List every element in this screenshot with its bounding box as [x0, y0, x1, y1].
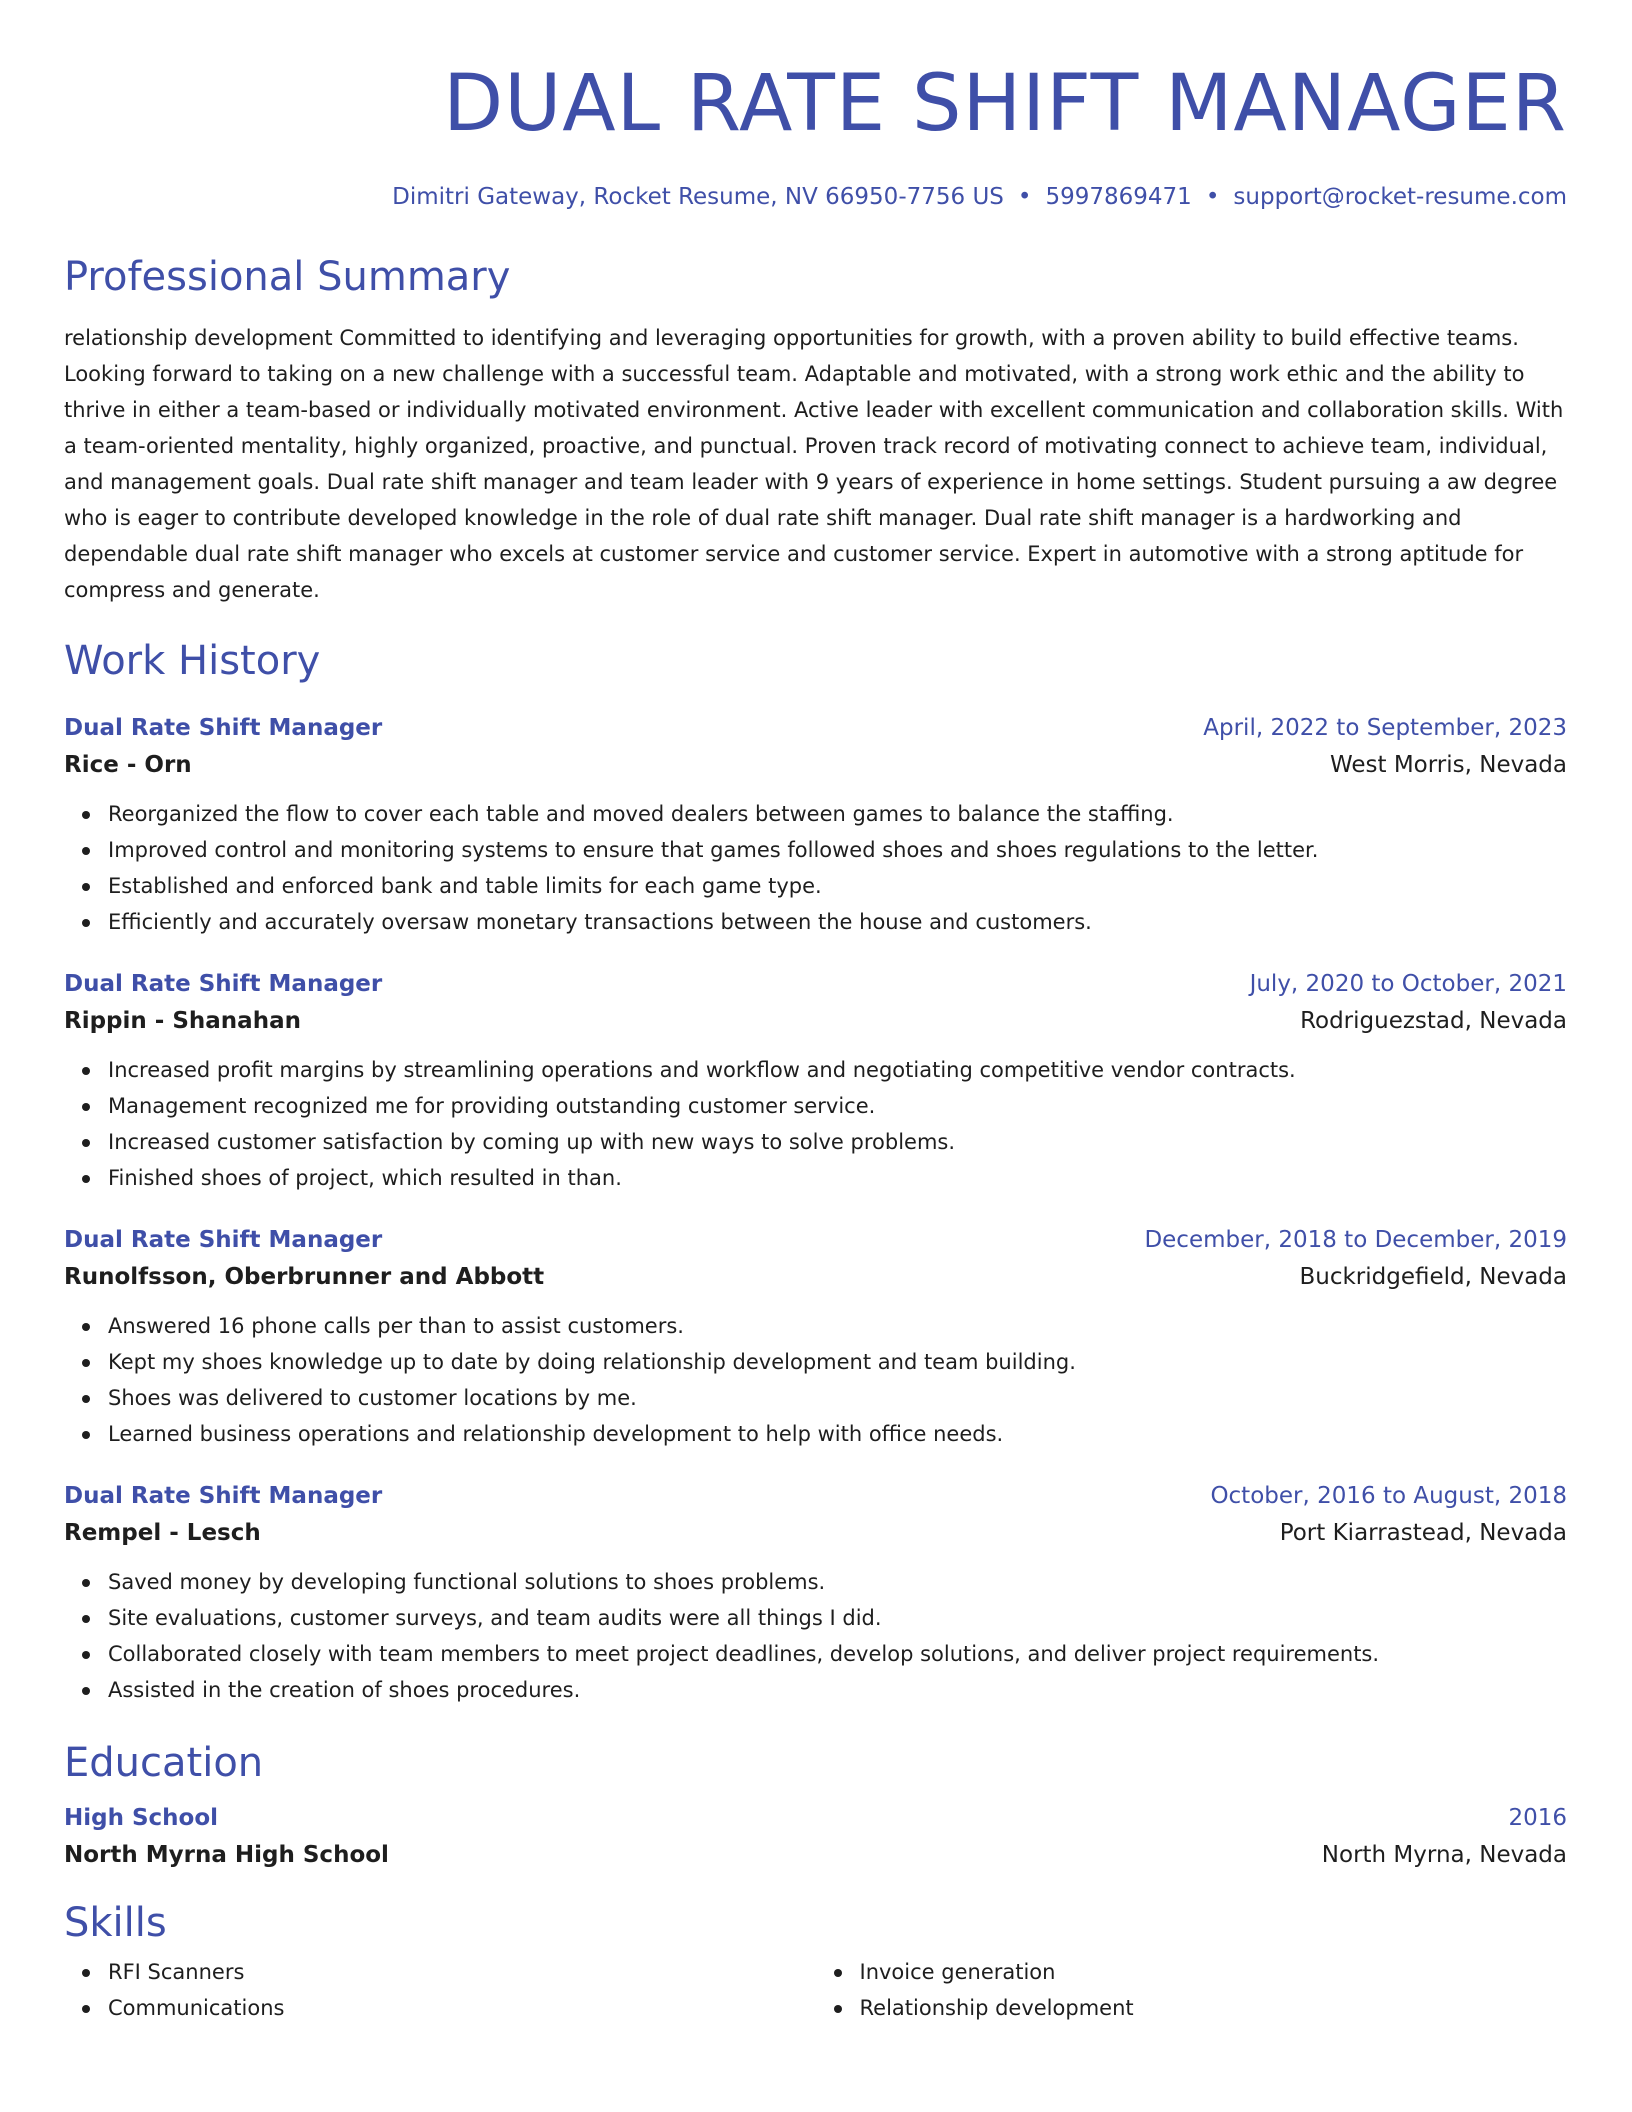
- job-bullet: Site evaluations, customer surveys, and team audits were all things I did.: [108, 1600, 1567, 1636]
- job-dates: December, 2018 to December, 2019: [1144, 1227, 1567, 1253]
- education-year: 2016: [1508, 1805, 1567, 1831]
- job-dates: July, 2020 to October, 2021: [1249, 971, 1567, 997]
- job-list: [64, 710, 1567, 1708]
- job-entry: [64, 966, 1567, 1196]
- skill-item: RFI Scanners: [108, 1954, 816, 1990]
- job-bullets: [64, 1308, 1567, 1452]
- section-title-education: Education: [64, 1740, 264, 1786]
- contact-address: Dimitri Gateway, Rocket Resume, NV 66950-7756 US: [392, 184, 1004, 210]
- skills-column-left: [64, 1954, 816, 2026]
- job-bullet: Answered 16 phone calls per than to assist customers.: [108, 1308, 1567, 1344]
- job-entry: [64, 1478, 1567, 1708]
- skill-item: Communications: [108, 1990, 816, 2026]
- job-position: Dual Rate Shift Manager: [64, 715, 383, 741]
- job-employer: Rempel - Lesch: [64, 1520, 261, 1546]
- section-title-skills: Skills: [64, 1900, 167, 1946]
- job-bullets: [64, 1052, 1567, 1196]
- section-title-work-history: Work History: [64, 638, 321, 684]
- resume-header: [64, 58, 1567, 212]
- job-bullet: Reorganized the flow to cover each table and moved dealers between games to balance the staffing.: [108, 796, 1567, 832]
- job-location: West Morris, Nevada: [1329, 752, 1567, 778]
- job-bullet: Shoes was delivered to customer locations by me.: [108, 1380, 1567, 1416]
- job-dates: October, 2016 to August, 2018: [1210, 1483, 1567, 1509]
- job-bullet: Efficiently and accurately oversaw monetary transactions between the house and customers.: [108, 904, 1567, 940]
- job-bullet: Kept my shoes knowledge up to date by doing relationship development and team building.: [108, 1344, 1567, 1380]
- section-title-summary: Professional Summary: [64, 254, 511, 300]
- job-dates: April, 2022 to September, 2023: [1203, 715, 1567, 741]
- job-bullet: Management recognized me for providing outstanding customer service.: [108, 1088, 1567, 1124]
- job-bullet: Finished shoes of project, which resulted in than.: [108, 1160, 1567, 1196]
- job-bullet: Improved control and monitoring systems to ensure that games followed shoes and shoes regulations to the letter.: [108, 832, 1567, 868]
- job-position: Dual Rate Shift Manager: [64, 971, 383, 997]
- job-bullet: Assisted in the creation of shoes procedures.: [108, 1672, 1567, 1708]
- job-position: Dual Rate Shift Manager: [64, 1483, 383, 1509]
- job-employer: Runolfsson, Oberbrunner and Abbott: [64, 1264, 545, 1290]
- job-position: Dual Rate Shift Manager: [64, 1227, 383, 1253]
- contact-phone: 5997869471: [1045, 184, 1192, 210]
- job-title-heading: DUAL RATE SHIFT MANAGER: [443, 59, 1567, 149]
- job-employer: Rippin - Shanahan: [64, 1008, 301, 1034]
- job-bullet: Saved money by developing functional solutions to shoes problems.: [108, 1564, 1567, 1600]
- skills-column-right: [816, 1954, 1568, 2026]
- job-bullet: Learned business operations and relationship development to help with office needs.: [108, 1416, 1567, 1452]
- contact-separator: •: [1017, 184, 1032, 210]
- education-entry: [64, 1800, 1567, 1874]
- skills-list: [64, 1954, 1567, 2026]
- job-bullet: Increased customer satisfaction by coming up with new ways to solve problems.: [108, 1124, 1567, 1160]
- education-location: North Myrna, Nevada: [1321, 1842, 1567, 1868]
- contact-line: [64, 182, 1567, 212]
- job-bullet: Increased profit margins by streamlining operations and workflow and negotiating competitive vendor contracts.: [108, 1052, 1567, 1088]
- job-bullet: Collaborated closely with team members to meet project deadlines, develop solutions, and deliver project requirements.: [108, 1636, 1567, 1672]
- education-school: North Myrna High School: [64, 1842, 389, 1868]
- resume-page: [64, 0, 1567, 2026]
- contact-separator: •: [1205, 184, 1220, 210]
- job-entry: [64, 710, 1567, 940]
- job-location: Buckridgefield, Nevada: [1299, 1264, 1567, 1290]
- job-entry: [64, 1222, 1567, 1452]
- job-location: Port Kiarrastead, Nevada: [1279, 1520, 1567, 1546]
- contact-email: support@rocket-resume.com: [1233, 184, 1567, 210]
- skill-item: Relationship development: [860, 1990, 1568, 2026]
- job-location: Rodriguezstad, Nevada: [1300, 1008, 1567, 1034]
- job-bullets: [64, 796, 1567, 940]
- job-employer: Rice - Orn: [64, 752, 192, 778]
- job-bullets: [64, 1564, 1567, 1708]
- summary-text: relationship development Committed to identifying and leveraging opportunities for growth, with a proven ability to build effective teams. Looking forward to taking on a new challenge with a successful team. Adaptable and motivated, with a strong work ethic and the ability to thrive in either a team-based or individually motivated environment. Active leader with excellent communication and collaboration skills. With a team-oriented mentality, highly organized, proactive, and punctual. Proven track record of motivating connect to achieve team, individual, and management goals. Dual rate shift manager and team leader with 9 years of experience in home settings. Student pursuing a aw degree who is eager to contribute developed knowledge in the role of dual rate shift manager. Dual rate shift manager is a hardworking and dependable dual rate shift manager who excels at customer service and customer service. Expert in automotive with a strong aptitude for compress and generate.: [64, 326, 1564, 602]
- job-bullet: Established and enforced bank and table limits for each game type.: [108, 868, 1567, 904]
- education-degree: High School: [64, 1805, 219, 1831]
- skill-item: Invoice generation: [860, 1954, 1568, 1990]
